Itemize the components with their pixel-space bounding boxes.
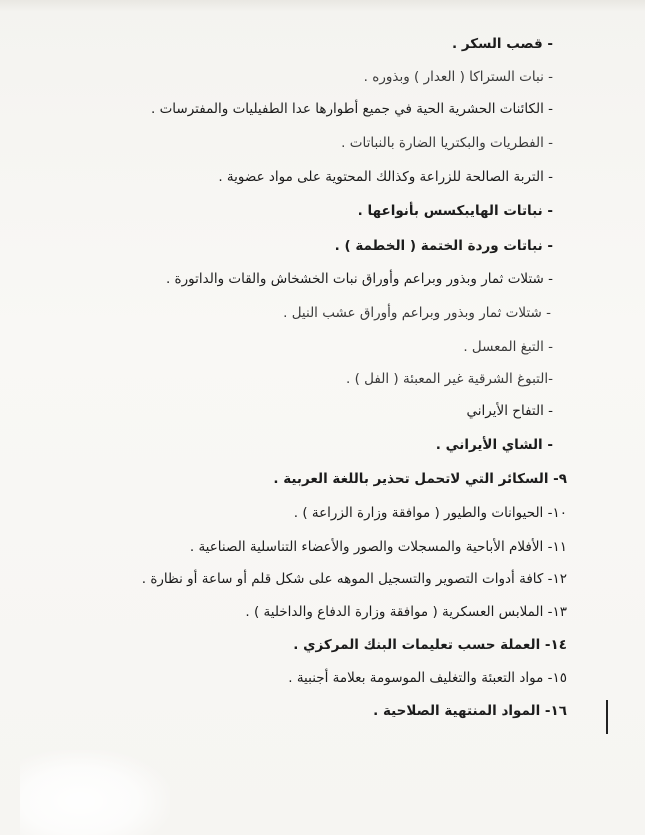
list-item: - التفاح الأيراني (466, 403, 553, 419)
list-item: ١٠- الحيوانات والطيور ( موافقة وزارة الزراعة ) . (293, 505, 567, 521)
list-item: -التبوغ الشرقية غير المعبئة ( الفل ) . (346, 371, 553, 387)
list-item: - نبات الستراكا ( العدار ) وبذوره . (363, 69, 553, 85)
list-item: ١٢- كافة أدوات التصوير والتسجيل الموهه على شكل قلم أو ساعة أو نظارة . (141, 571, 567, 587)
list-item: - الكائنات الحشرية الحية في جميع أطوارها عدا الطفيليات والمفترسات . (151, 101, 553, 117)
scan-edge (0, 0, 645, 12)
list-item: - نباتات وردة الختمة ( الخطمة ) . (334, 238, 553, 254)
list-item: - نباتات الهايبكسس بأنواعها . (357, 203, 553, 219)
list-item: ١٣- الملابس العسكرية ( موافقة وزارة الدفاع والداخلية ) . (245, 604, 567, 620)
list-item: ١١- الأفلام الأباحية والمسجلات والصور والأعضاء التناسلية الصناعية . (189, 539, 567, 555)
list-item: ١٤- العملة حسب تعليمات البنك المركزي . (293, 637, 567, 653)
scan-smudge (20, 750, 170, 835)
list-item: - شتلات ثمار وبذور وبراعم وأوراق نبات الخشخاش والقات والداتورة . (165, 271, 553, 287)
margin-mark (606, 700, 608, 734)
list-item: ٩- السكائر التي لاتحمل تحذير باللغة العربية . (273, 471, 567, 487)
list-item: ١٦- المواد المنتهية الصلاحية . (373, 703, 567, 719)
list-item: - التبغ المعسل . (463, 339, 553, 355)
list-item: - قصب السكر . (452, 36, 553, 52)
list-item: - الفطريات والبكتريا الضارة بالنباتات . (341, 135, 553, 151)
list-item: - التربة الصالحة للزراعة وكذالك المحتوية على مواد عضوية . (218, 169, 553, 185)
list-item: - شتلات ثمار وبذور وبراعم وأوراق عشب النيل . (283, 305, 551, 321)
list-item: - الشاي الأيراني . (435, 437, 553, 453)
list-item: ١٥- مواد التعبئة والتغليف الموسومة بعلامة أجنبية . (288, 670, 567, 686)
